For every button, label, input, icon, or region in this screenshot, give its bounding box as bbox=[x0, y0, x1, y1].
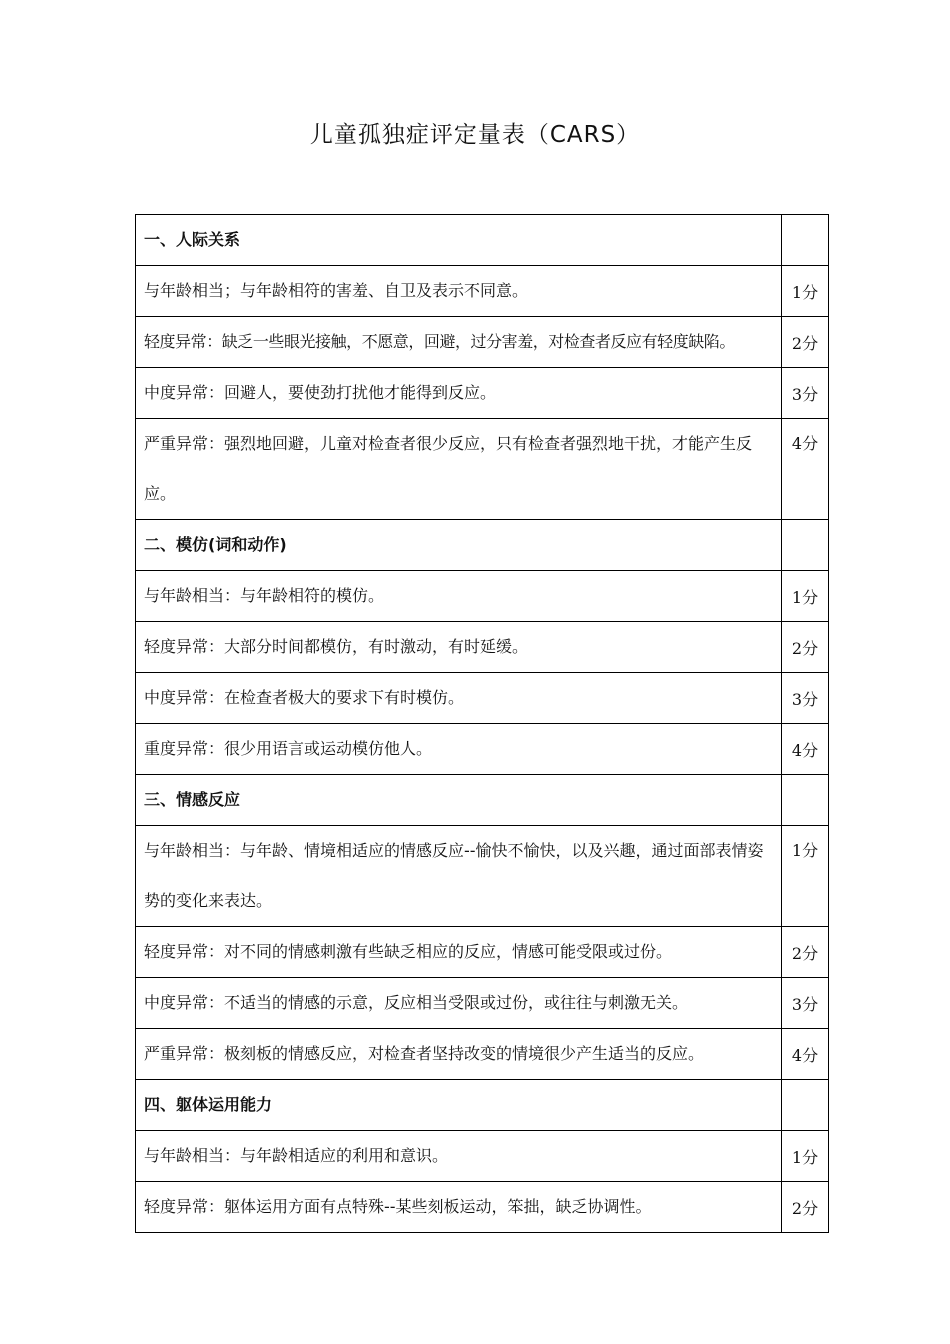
item-score: 3分 bbox=[782, 673, 829, 724]
item-score: 4分 bbox=[782, 419, 829, 520]
table-row bbox=[136, 673, 829, 724]
item-score: 1分 bbox=[782, 826, 829, 927]
item-description: 轻度异常：躯体运用方面有点特殊--某些刻板运动，笨拙，缺乏协调性。 bbox=[136, 1182, 782, 1233]
table-row bbox=[136, 1131, 829, 1182]
table-row bbox=[136, 317, 829, 368]
section-header-row bbox=[136, 215, 829, 266]
item-description: 中度异常：回避人，要使劲打扰他才能得到反应。 bbox=[136, 368, 782, 419]
table-row bbox=[136, 419, 829, 520]
table-row bbox=[136, 1182, 829, 1233]
section-header-row bbox=[136, 520, 829, 571]
section-score-cell bbox=[782, 775, 829, 826]
item-score: 2分 bbox=[782, 317, 829, 368]
table-row bbox=[136, 1029, 829, 1080]
table-row bbox=[136, 622, 829, 673]
item-score: 1分 bbox=[782, 266, 829, 317]
item-score: 4分 bbox=[782, 1029, 829, 1080]
section-heading: 一、人际关系 bbox=[136, 215, 782, 266]
item-score: 4分 bbox=[782, 724, 829, 775]
item-description: 重度异常：很少用语言或运动模仿他人。 bbox=[136, 724, 782, 775]
item-description: 中度异常：不适当的情感的示意，反应相当受限或过份，或往往与刺激无关。 bbox=[136, 978, 782, 1029]
section-heading: 二、模仿(词和动作) bbox=[136, 520, 782, 571]
item-score: 2分 bbox=[782, 1182, 829, 1233]
page-title: 儿童孤独症评定量表（CARS） bbox=[309, 122, 641, 148]
item-description: 轻度异常：缺乏一些眼光接触，不愿意，回避，过分害羞，对检查者反应有轻度缺陷。 bbox=[136, 317, 782, 368]
section-heading: 三、情感反应 bbox=[136, 775, 782, 826]
item-score: 3分 bbox=[782, 368, 829, 419]
section-score-cell bbox=[782, 1080, 829, 1131]
item-score: 3分 bbox=[782, 978, 829, 1029]
item-description: 与年龄相当：与年龄相符的模仿。 bbox=[136, 571, 782, 622]
item-score: 1分 bbox=[782, 1131, 829, 1182]
item-description: 严重异常：强烈地回避，儿童对检查者很少反应，只有检查者强烈地干扰，才能产生反应。 bbox=[136, 419, 782, 520]
item-score: 2分 bbox=[782, 927, 829, 978]
item-score: 1分 bbox=[782, 571, 829, 622]
item-description: 严重异常：极刻板的情感反应，对检查者坚持改变的情境很少产生适当的反应。 bbox=[136, 1029, 782, 1080]
table-row bbox=[136, 724, 829, 775]
cars-scale-table bbox=[135, 214, 829, 1233]
item-description: 轻度异常：对不同的情感刺激有些缺乏相应的反应，情感可能受限或过份。 bbox=[136, 927, 782, 978]
item-description: 轻度异常：大部分时间都模仿，有时激动，有时延缓。 bbox=[136, 622, 782, 673]
table-row bbox=[136, 266, 829, 317]
section-score-cell bbox=[782, 520, 829, 571]
item-description: 中度异常：在检查者极大的要求下有时模仿。 bbox=[136, 673, 782, 724]
section-header-row bbox=[136, 775, 829, 826]
item-score: 2分 bbox=[782, 622, 829, 673]
item-description: 与年龄相当：与年龄、情境相适应的情感反应--愉快不愉快，以及兴趣，通过面部表情姿势的变化来表达。 bbox=[136, 826, 782, 927]
table-row bbox=[136, 978, 829, 1029]
table-row bbox=[136, 927, 829, 978]
section-heading: 四、躯体运用能力 bbox=[136, 1080, 782, 1131]
section-score-cell bbox=[782, 215, 829, 266]
section-header-row bbox=[136, 1080, 829, 1131]
item-description: 与年龄相当：与年龄相适应的利用和意识。 bbox=[136, 1131, 782, 1182]
table-row bbox=[136, 826, 829, 927]
table-row bbox=[136, 368, 829, 419]
table-row bbox=[136, 571, 829, 622]
item-description: 与年龄相当；与年龄相符的害羞、自卫及表示不同意。 bbox=[136, 266, 782, 317]
